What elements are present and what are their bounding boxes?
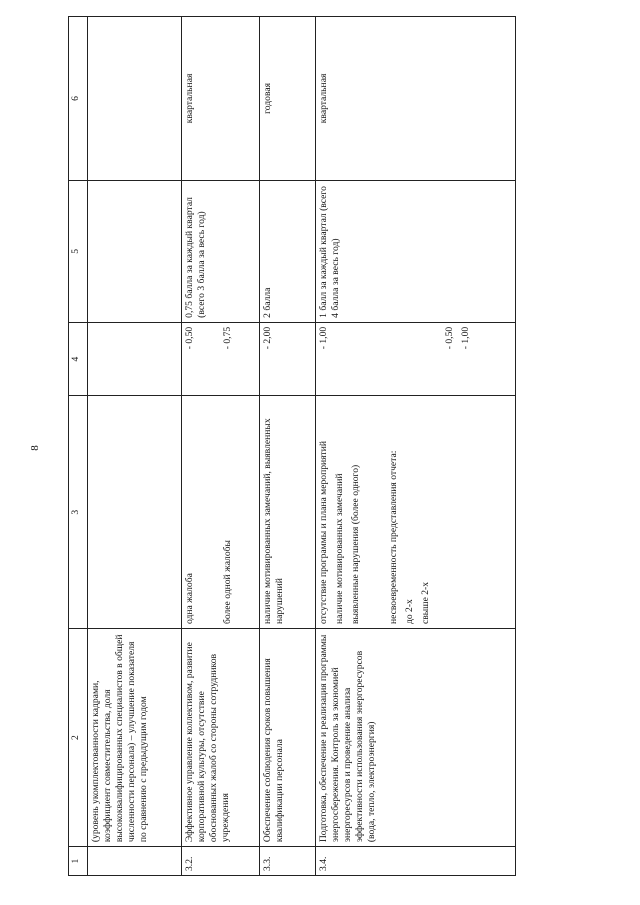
row-period: годовая bbox=[260, 17, 316, 181]
table-row bbox=[316, 17, 516, 876]
row-criteria bbox=[88, 396, 182, 629]
criteria-item: отсутствие программы и плана мероприятий bbox=[318, 440, 329, 625]
row-criteria bbox=[316, 396, 516, 629]
row-values bbox=[182, 322, 260, 396]
row-period: квартальная bbox=[182, 17, 260, 181]
row-indicator: Обеспечение соблюдения сроков повышения квалификации персонала bbox=[260, 629, 316, 847]
row-score bbox=[88, 180, 182, 322]
value-item: - 0,50 bbox=[443, 326, 455, 350]
criteria-table bbox=[68, 16, 516, 876]
row-period bbox=[88, 17, 182, 181]
row-indicator: Подготовка, обеспечение и реализация программы энергосбережения. Контроль за экономией энергоресурсов и проведение анализа эффективности использования энергоресурсов (вода, тепло, электроэнергия) bbox=[316, 629, 516, 847]
header-row bbox=[69, 17, 88, 876]
row-indicator: Эффективное управление коллективом, развитие корпоративной культуры, отсутствие обоснованных жалоб со стороны сотрудников учреждения bbox=[182, 629, 260, 847]
row-period: квартальная bbox=[316, 17, 516, 181]
header-col-4: 4 bbox=[69, 322, 88, 396]
row-score: 2 балла bbox=[260, 180, 316, 322]
row-values bbox=[316, 322, 516, 396]
table-row bbox=[182, 17, 260, 876]
row-num: 3.2. bbox=[182, 847, 260, 876]
criteria-item: выявленные нарушения (более одного) bbox=[349, 464, 361, 625]
criteria-item: свыше 2-х bbox=[419, 581, 431, 625]
value-item: - 1,00 bbox=[459, 326, 471, 350]
table-row bbox=[88, 17, 182, 876]
row-num bbox=[88, 847, 182, 876]
header-col-5: 5 bbox=[69, 180, 88, 322]
header-col-1: 1 bbox=[69, 847, 88, 876]
value-item: - 0,50 bbox=[184, 326, 195, 350]
row-values bbox=[88, 322, 182, 396]
header-col-3: 3 bbox=[69, 396, 88, 629]
row-indicator: (уровень укомплектованности кадрами, коэффициент совместительства, доля высококвалифицированных специалистов в общей численности персонала) – улучшение показателя по сравнению с предыдущим годом bbox=[88, 629, 182, 847]
criteria-item: до 2-х bbox=[403, 599, 415, 625]
value-item: - 1,00 bbox=[318, 326, 329, 350]
header-col-6: 6 bbox=[69, 17, 88, 181]
header-col-2: 2 bbox=[69, 629, 88, 847]
page-number: 8 bbox=[28, 445, 41, 451]
criteria-item: более одной жалобы bbox=[221, 540, 233, 625]
row-score: 1 балл за каждый квартал (всего 4 балла за весь год) bbox=[316, 180, 516, 322]
row-criteria bbox=[182, 396, 260, 629]
criteria-item: наличие мотивированных замечаний bbox=[333, 473, 345, 625]
row-score: 0,75 балла за каждый квартал (всего 3 балла за весь год) bbox=[182, 180, 260, 322]
criteria-item: несвоевременность представления отчета: bbox=[387, 450, 399, 625]
rotated-sheet bbox=[68, 0, 638, 892]
row-values: - 2,00 bbox=[260, 322, 316, 396]
row-criteria: наличие мотивированных замечаний, выявленных нарушений bbox=[260, 396, 316, 629]
value-item: - 0,75 bbox=[221, 326, 233, 350]
row-num: 3.3. bbox=[260, 847, 316, 876]
table-row bbox=[260, 17, 316, 876]
criteria-item: одна жалоба bbox=[184, 573, 195, 625]
row-num: 3.4. bbox=[316, 847, 516, 876]
